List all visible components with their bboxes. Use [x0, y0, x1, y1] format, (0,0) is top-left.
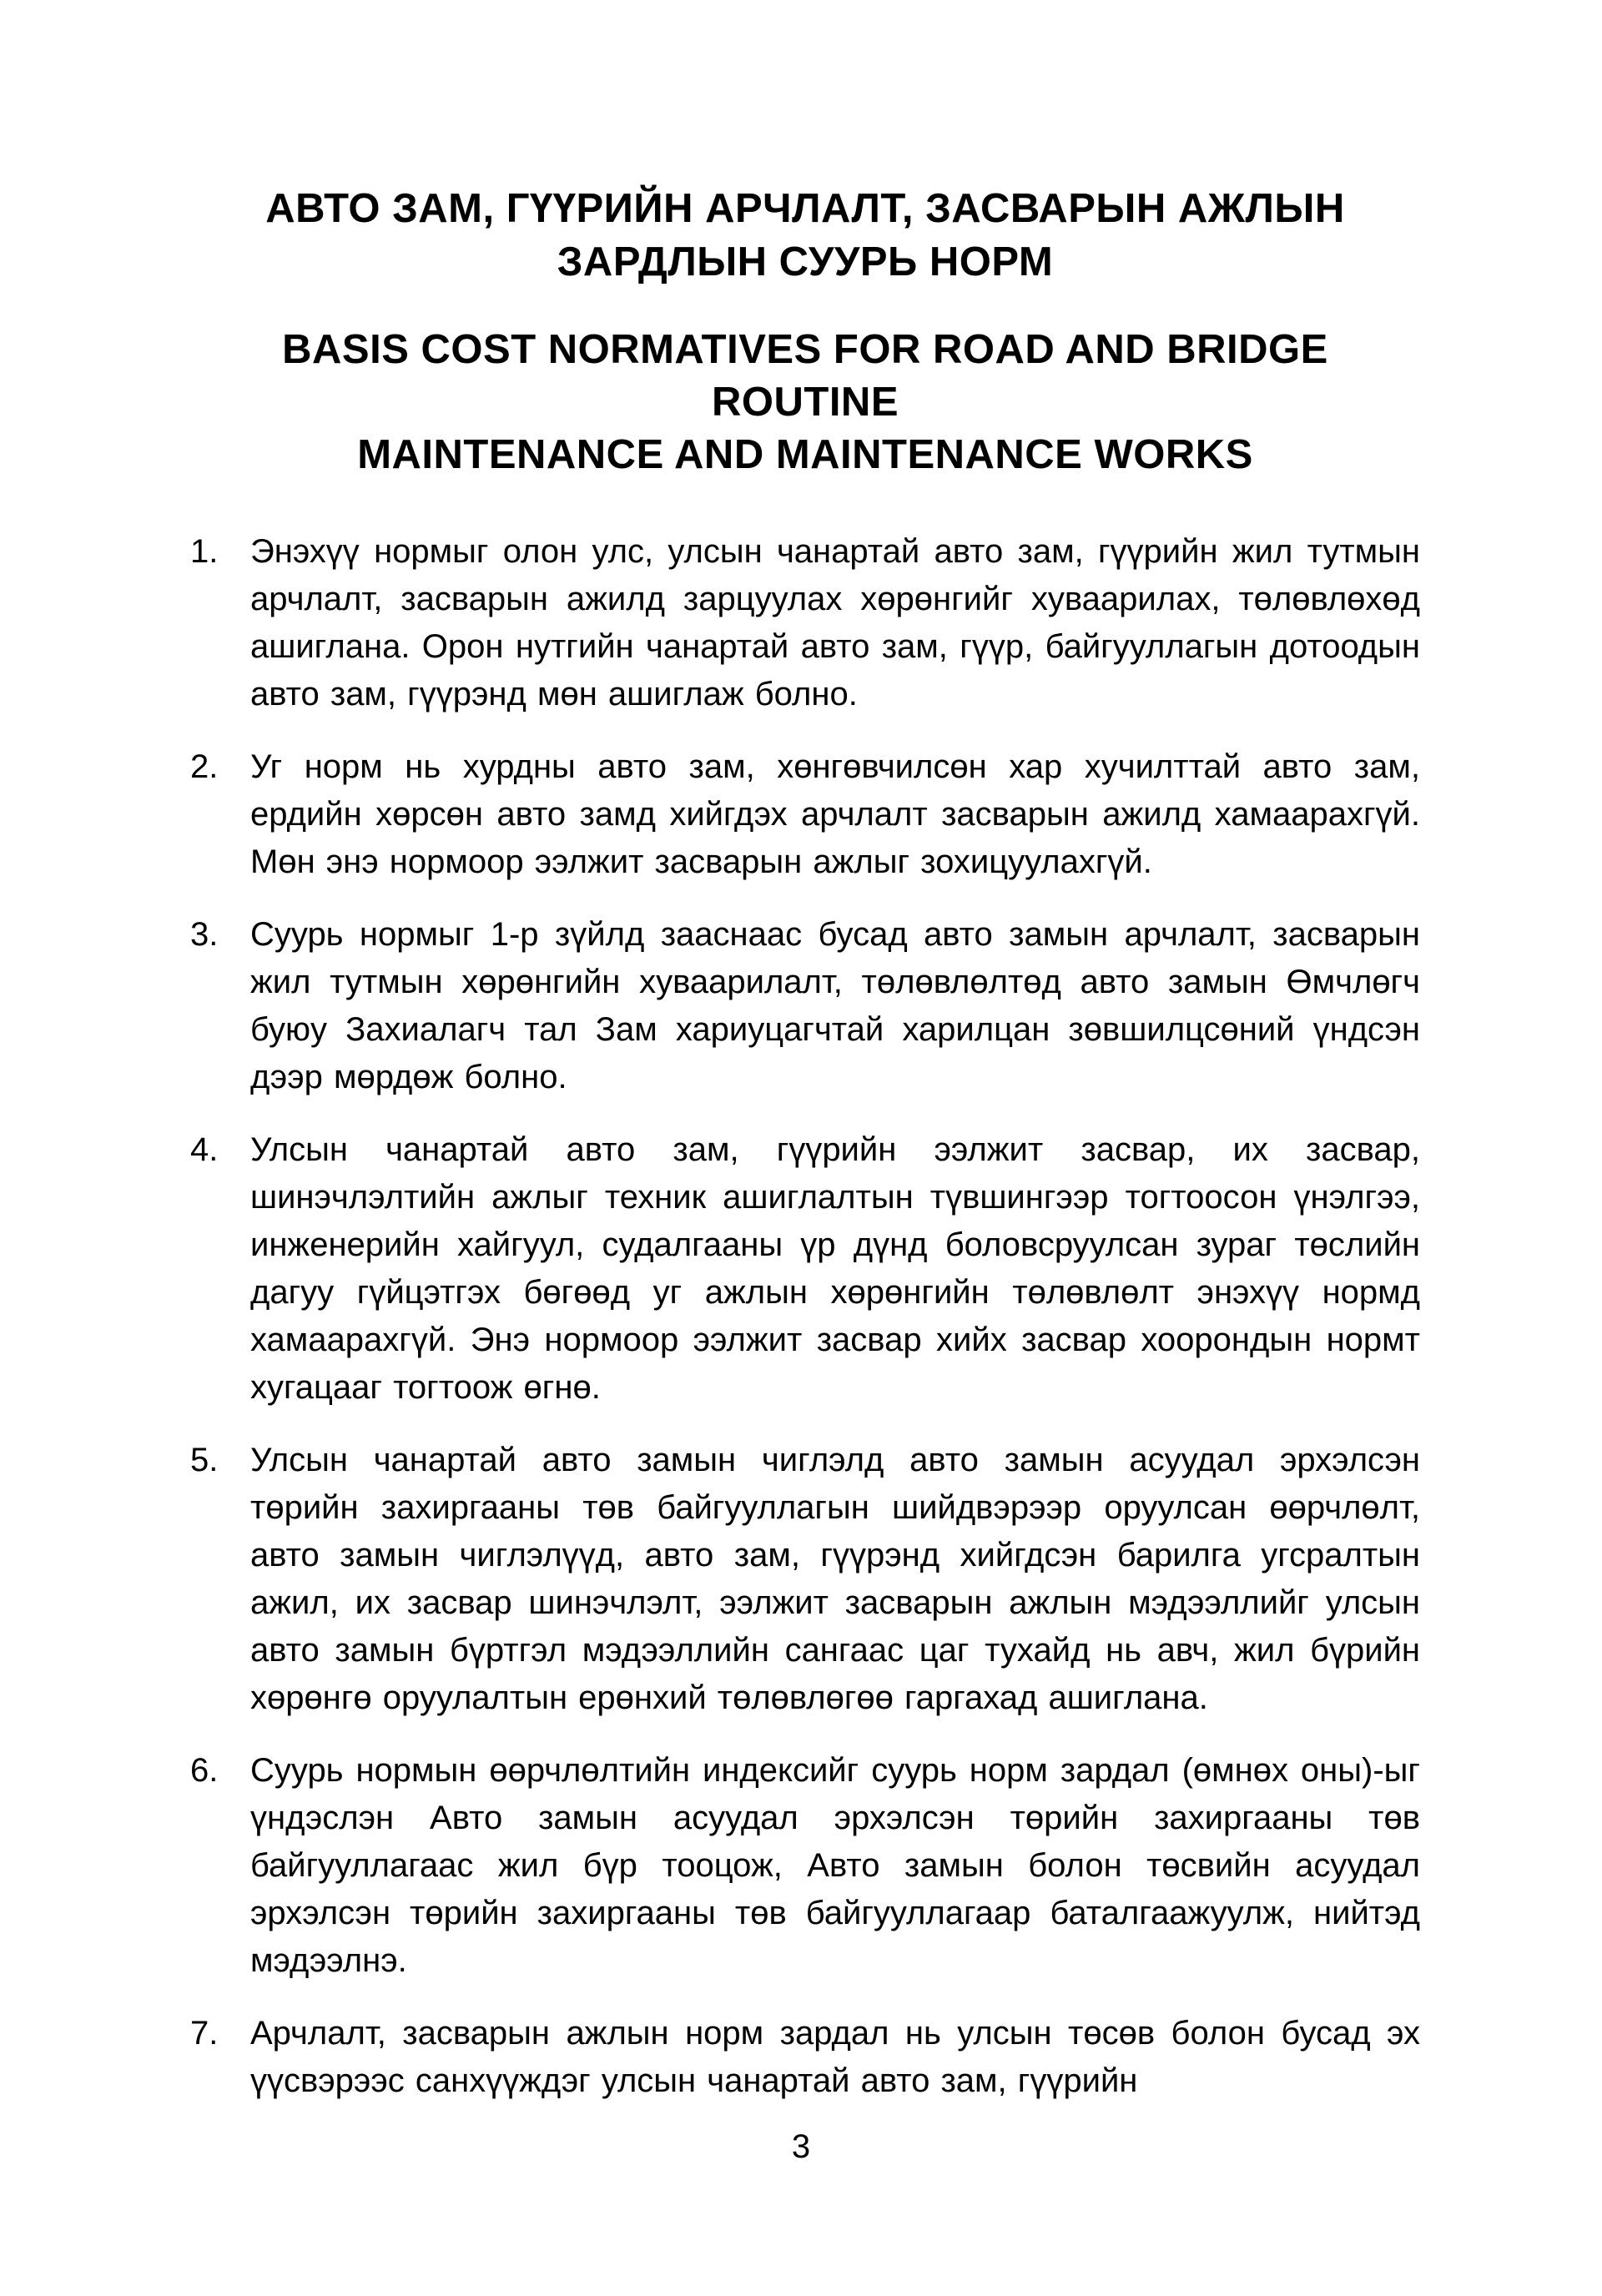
title-en-line-1: BASIS COST NORMATIVES FOR ROAD AND BRIDGE ROUTINE [282, 327, 1328, 425]
list-item-text: Улсын чанартай авто замын чиглэлд авто замын асуудал эрхэлсэн төрийн захиргааны төв байгууллагын шийдвэрээр оруулсан өөрчлөлт, авто замын чиглэлүүд, авто зам, гүүрэнд хийгдсэн барилга угсралтын ажил, их засвар шинэчлэлт, ээлжит засварын ажлын мэдээллийг улсын авто замын бүртгэл мэдээллийн сангаас цаг тухайд нь авч, жил бүрийн хөрөнгө оруулалтын ерөнхий төлөвлөгөө гаргахад ашиглана. [250, 1442, 1420, 1716]
list-item-text: Арчлалт, засварын ажлын норм зардал нь улсын төсөв болон бусад эх үүсвэрээс санхүүждэг улсын чанартай авто зам, гүүрийн [250, 2015, 1420, 2099]
list-item-number: 4. [190, 1131, 219, 1168]
list-item-text: Уг норм нь хурдны авто зам, хөнгөвчилсөн хар хучилттай авто зам, ердийн хөрсөн авто замд хийгдэх арчлалт засварын ажилд хамаарахгүй. Мөн энэ нормоор ээлжит засварын ажлыг зохицуулахгүй. [250, 748, 1420, 880]
list-item-number: 5. [190, 1442, 219, 1478]
list-item-number: 2. [190, 748, 219, 785]
title-mn-line-2: ЗАРДЛЫН СУУРЬ НОРМ [557, 239, 1054, 284]
list-item-number: 6. [190, 1752, 219, 1789]
list-item-text: Суурь нормын өөрчлөлтийн индексийг суурь норм зардал (өмнөх оны)-ыг үндэслэн Авто замын асуудал эрхэлсэн төрийн захиргааны төв байгууллагаас жил бүр тооцож, Авто замын болон төсвийн асуудал эрхэлсэн төрийн захиргааны төв байгууллагаар баталгаажуулж, нийтэд мэдээлнэ. [250, 1752, 1420, 1979]
document-title-mongolian [190, 182, 1420, 289]
page-number: 3 [791, 2128, 811, 2165]
list-item-text: Улсын чанартай авто зам, гүүрийн ээлжит засвар, их засвар, шинэчлэлтийн ажлыг техник ашиглалтын түвшингээр тогтоосон үнэлгээ, инженерийн хайгуул, судалгааны үр дүнд боловсруулсан зураг төслийн дагуу гүйцэтгэх бөгөөд уг ажлын хөрөнгийн төлөвлөлт энэхүү нормд хамаарахгүй. Энэ нормоор ээлжит засвар хийх засвар хоорондын нормт хугацааг тогтоож өгнө. [250, 1131, 1420, 1406]
list-item-number: 1. [190, 533, 219, 570]
list-item [190, 1437, 1420, 1722]
list-item [190, 1126, 1420, 1412]
document-title-english [190, 324, 1420, 481]
list-item [190, 528, 1420, 718]
list-item-text: Суурь нормыг 1-р зүйлд зааснаас бусад авто замын арчлалт, засварын жил тутмын хөрөнгийн хуваарилалт, төлөвлөлтөд авто замын Өмчлөгч буюу Захиалагч тал Зам хариуцагчтай харилцан зөвшилцсөний үндсэн дээр мөрдөж болно. [250, 916, 1420, 1095]
list-item [190, 1747, 1420, 1985]
list-item-text: Энэхүү нормыг олон улс, улсын чанартай авто зам, гүүрийн жил тутмын арчлалт, засварын ажилд зарцуулах хөрөнгийг хуваарилах, төлөвлөхөд ашиглана. Орон нутгийн чанартай авто зам, гүүр, байгууллагын дотоодын авто зам, гүүрэнд мөн ашиглаж болно. [250, 533, 1420, 712]
list-item-number: 3. [190, 916, 219, 953]
list-item [190, 911, 1420, 1101]
numbered-list [190, 528, 1420, 2105]
list-item [190, 743, 1420, 886]
list-item [190, 2010, 1420, 2105]
title-mn-line-1: АВТО ЗАМ, ГҮҮРИЙН АРЧЛАЛТ, ЗАСВАРЫН АЖЛЫН [265, 186, 1345, 231]
title-en-line-2: MAINTENANCE AND MAINTENANCE WORKS [357, 432, 1253, 477]
list-item-number: 7. [190, 2015, 219, 2052]
